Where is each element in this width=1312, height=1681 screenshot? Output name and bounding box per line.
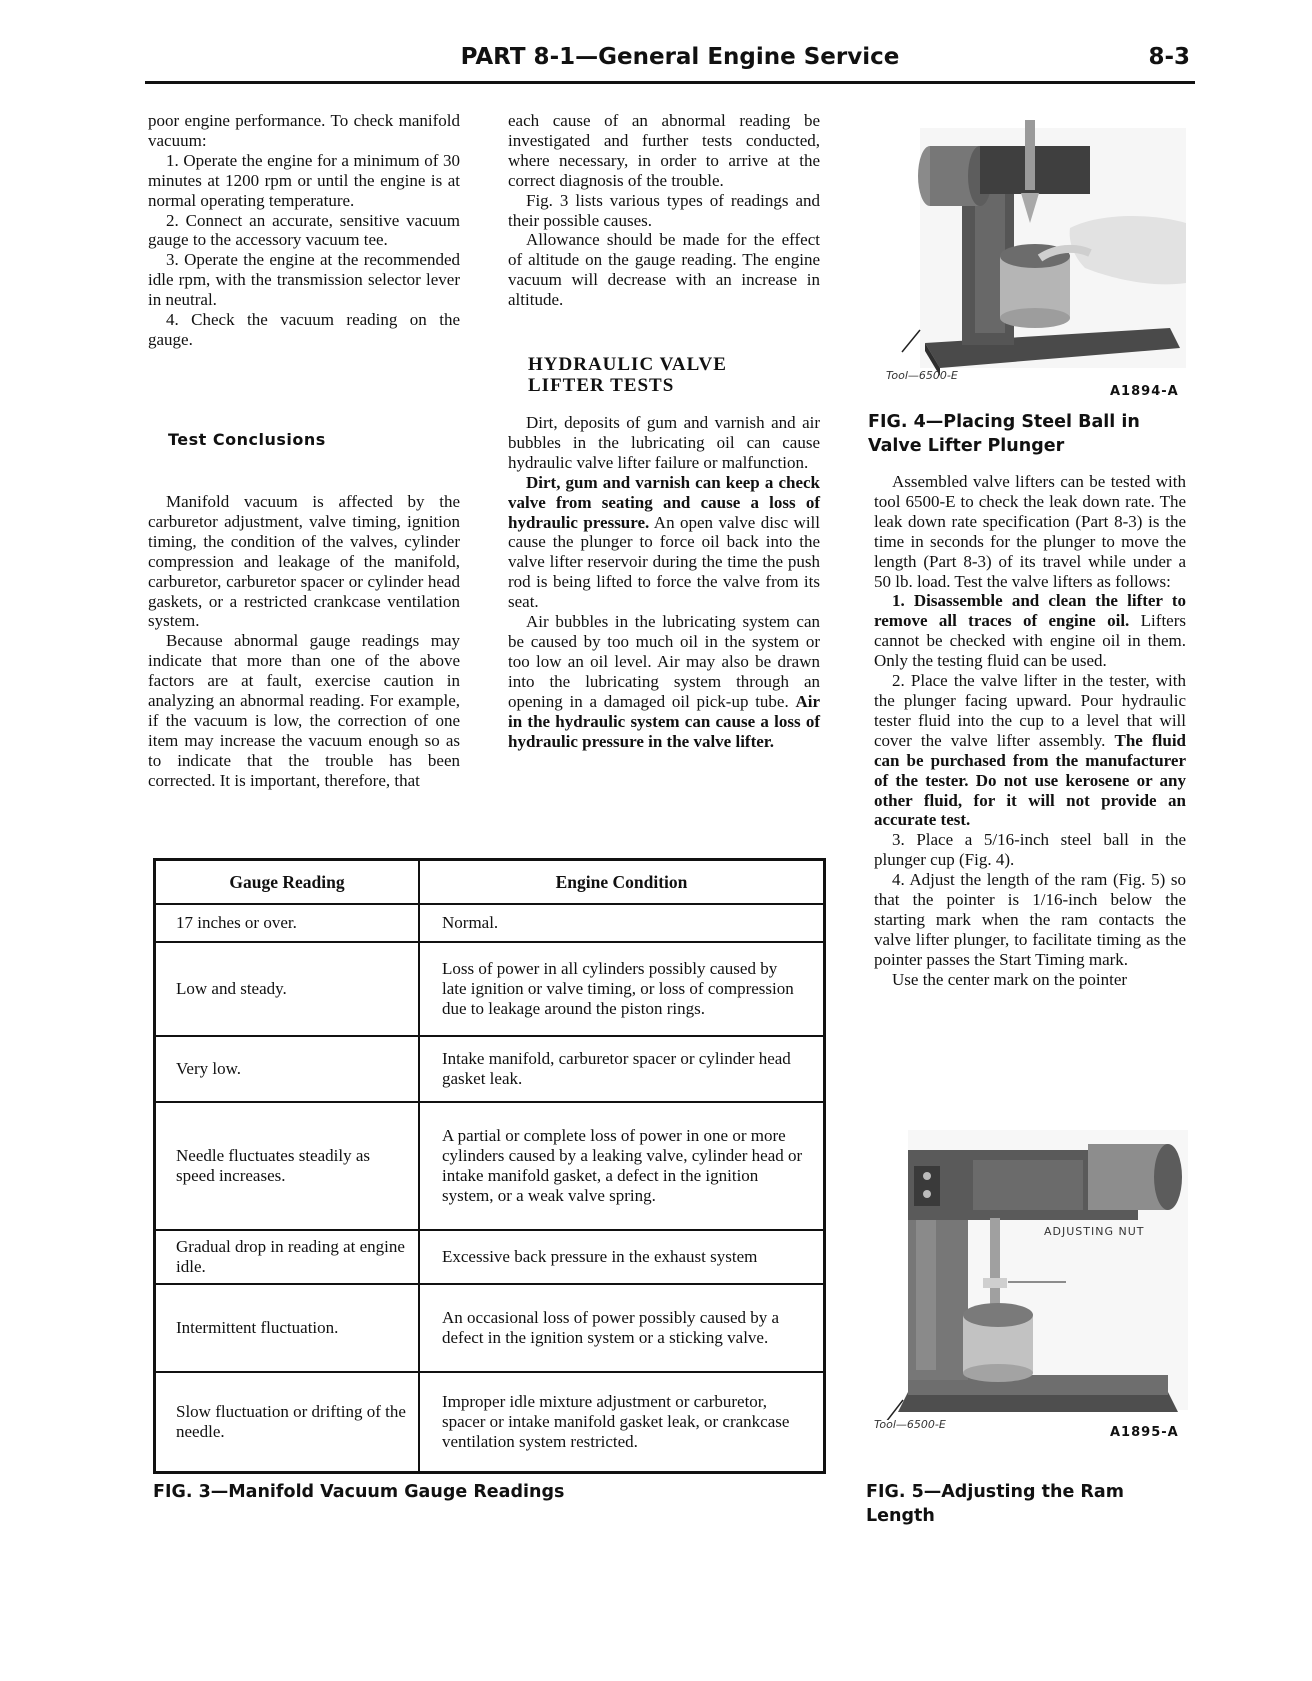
- figure-5-tool-label: Tool—6500-E: [874, 1418, 946, 1431]
- cell-reading: Low and steady.: [155, 942, 420, 1036]
- step-r2-bold: The fluid can be purchased from the manufacturer of the tester. Do not use kerosene or any other fluid, for it will not provide an accurate test.: [874, 730, 1186, 830]
- column-left: [148, 111, 460, 350]
- cell-reading: Needle fluctuates steadily as speed increases.: [155, 1102, 420, 1230]
- step-r3: 3. Place a 5/16-inch steel ball in the plunger cup (Fig. 4).: [874, 830, 1186, 870]
- section-heading-line1: HYDRAULIC VALVE: [528, 354, 727, 375]
- paragraph-intro: poor engine performance. To check manifold vacuum:: [148, 111, 460, 150]
- paragraph-assembled: Assembled valve lifters can be tested with tool 6500-E to check the leak down rate. The leak down rate specification (Part 8-3) is the time in seconds for the plunger to move the length (Part 8-3) of its travel while under a 50 lb. load. Test the valve lifters as follows:: [874, 472, 1186, 591]
- figure-4-caption: FIG. 4—Placing Steel Ball in Valve Lifter Plunger: [868, 412, 1140, 456]
- step-r1-rest: Lifters cannot be checked with engine oil in them. Only the testing fluid can be used.: [874, 611, 1186, 671]
- table-row: [155, 942, 825, 1036]
- paragraph-air-text: Air bubbles in the lubricating system can be caused by too much oil in the system or too low an oil level. Air may also be drawn into the lubricating system through an opening in a damaged oil pick-up tube.: [508, 612, 820, 711]
- paragraph-air: [508, 612, 820, 751]
- table-row: [155, 904, 825, 942]
- column-middle-lower: [508, 413, 820, 751]
- table-row: [155, 1036, 825, 1102]
- step-r2-rest: 2. Place the valve lifter in the tester, with the plunger facing upward. Pour hydraulic tester fluid into the cup to a level that will cover the valve lifter assembly.: [874, 671, 1186, 750]
- paragraph-because: Because abnormal gauge readings may indicate that more than one of the above factors are at fault, exercise caution in analyzing an abnormal reading. For example, if the vacuum is low, the correction of one item may increase the vacuum enough so as to indicate that the trouble has been corrected. It is important, therefore, that: [148, 631, 460, 790]
- cell-condition: Normal.: [419, 904, 825, 942]
- header-engine-condition: Engine Condition: [419, 860, 825, 905]
- cell-reading: Intermittent fluctuation.: [155, 1284, 420, 1372]
- cell-reading: 17 inches or over.: [155, 904, 420, 942]
- cell-reading: Very low.: [155, 1036, 420, 1102]
- figure-5-tag: A1895-A: [1110, 1425, 1179, 1440]
- cell-condition: Improper idle mixture adjustment or carburetor, spacer or intake manifold gasket leak, or crankcase ventilation system restricted.: [419, 1372, 825, 1472]
- figure-5-caption: FIG. 5—Adjusting the Ram Length: [866, 1482, 1124, 1526]
- figure-4-tag: A1894-A: [1110, 384, 1179, 399]
- paragraph-allowance: Allowance should be made for the effect of altitude on the gauge reading. The engine vacuum will decrease with an increase in altitude.: [508, 230, 820, 310]
- step-3: 3. Operate the engine at the recommended idle rpm, with the transmission selector lever in neutral.: [148, 250, 460, 310]
- cell-reading: Slow fluctuation or drifting of the needle.: [155, 1372, 420, 1472]
- paragraph-manifold: Manifold vacuum is affected by the carburetor adjustment, valve timing, ignition timing, the condition of the valves, cylinder compression and leakage of the manifold, carburetor, carburetor spacer or cylinder head gaskets, or a restricted crankcase ventilation system.: [148, 492, 460, 631]
- table-header-row: [155, 860, 825, 905]
- cell-condition: A partial or complete loss of power in one or more cylinders caused by a leaking valve, cylinder head or intake manifold gasket, a defect in the ignition system, or a weak valve spring.: [419, 1102, 825, 1230]
- paragraph-fig3-ref: Fig. 3 lists various types of readings and their possible causes.: [508, 190, 820, 230]
- page-header-title: PART 8-1—General Engine Service: [460, 44, 900, 70]
- step-r1: [874, 591, 1186, 671]
- step-r2: [874, 671, 1186, 830]
- table-row: [155, 1284, 825, 1372]
- figure-4-tool-label: Tool—6500-E: [886, 369, 958, 382]
- figure-5-photo: [878, 1130, 1188, 1420]
- header-gauge-reading: Gauge Reading: [155, 860, 420, 905]
- section-heading-line2: LIFTER TESTS: [528, 375, 675, 396]
- step-1: 1. Operate the engine for a minimum of 30 minutes at 1200 rpm or until the engine is at normal operating temperature.: [148, 150, 460, 210]
- subheading-test-conclusions: Test Conclusions: [168, 430, 326, 449]
- column-right: [874, 472, 1186, 990]
- cell-condition: An occasional loss of power possibly caused by a defect in the ignition system or a sticking valve.: [419, 1284, 825, 1372]
- paragraph-gum: [508, 473, 820, 612]
- figure-4-photo: [880, 118, 1186, 380]
- step-r1-bold: 1. Disassemble and clean the lifter to remove all traces of engine oil.: [874, 591, 1186, 631]
- cell-condition: Loss of power in all cylinders possibly caused by late ignition or valve timing, or loss of compression due to leakage around the piston rings.: [419, 942, 825, 1036]
- figure-5-adjusting-nut-label: ADJUSTING NUT: [1044, 1225, 1145, 1238]
- column-left-lower: [148, 492, 460, 791]
- table-row: [155, 1230, 825, 1284]
- paragraph-gum-rest: An open valve disc will cause the plunger to force oil back into the valve lifter reservoir during the time the push rod is being lifted to force the valve from its seat.: [508, 512, 821, 612]
- paragraph-dirt: Dirt, deposits of gum and varnish and air bubbles in the lubricating oil can cause hydraulic valve lifter failure or malfunction.: [508, 413, 820, 472]
- page-number: 8-3: [1148, 44, 1190, 70]
- cell-condition: Excessive back pressure in the exhaust system: [419, 1230, 825, 1284]
- paragraph-each-cause: each cause of an abnormal reading be investigated and further tests conducted, where necessary, in order to arrive at the correct diagnosis of the trouble.: [508, 111, 820, 190]
- table-row: [155, 1102, 825, 1230]
- step-r4: 4. Adjust the length of the ram (Fig. 5) so that the pointer is 1/16-inch below the starting mark when the ram contacts the valve lifter plunger, to facilitate timing as the pointer passes the Start Timing mark.: [874, 870, 1186, 969]
- column-middle: [508, 111, 820, 310]
- cell-condition: Intake manifold, carburetor spacer or cylinder head gasket leak.: [419, 1036, 825, 1102]
- section-heading: [528, 354, 727, 396]
- table-row: [155, 1372, 825, 1472]
- step-4: 4. Check the vacuum reading on the gauge.: [148, 310, 460, 349]
- paragraph-center-mark: Use the center mark on the pointer: [892, 969, 1128, 989]
- header-rule: [145, 81, 1195, 84]
- paragraph-gum-bold: Dirt, gum and varnish can keep a check valve from seating and cause a loss of hydraulic pressure.: [508, 472, 820, 532]
- figure-3-caption: FIG. 3—Manifold Vacuum Gauge Readings: [153, 1482, 565, 1502]
- step-2: 2. Connect an accurate, sensitive vacuum gauge to the accessory vacuum tee.: [148, 210, 460, 250]
- gauge-readings-table: [153, 858, 826, 1474]
- cell-reading: Gradual drop in reading at engine idle.: [155, 1230, 420, 1284]
- paragraph-air-bold: Air in the hydraulic system can cause a loss of hydraulic pressure in the valve lifter.: [508, 691, 820, 751]
